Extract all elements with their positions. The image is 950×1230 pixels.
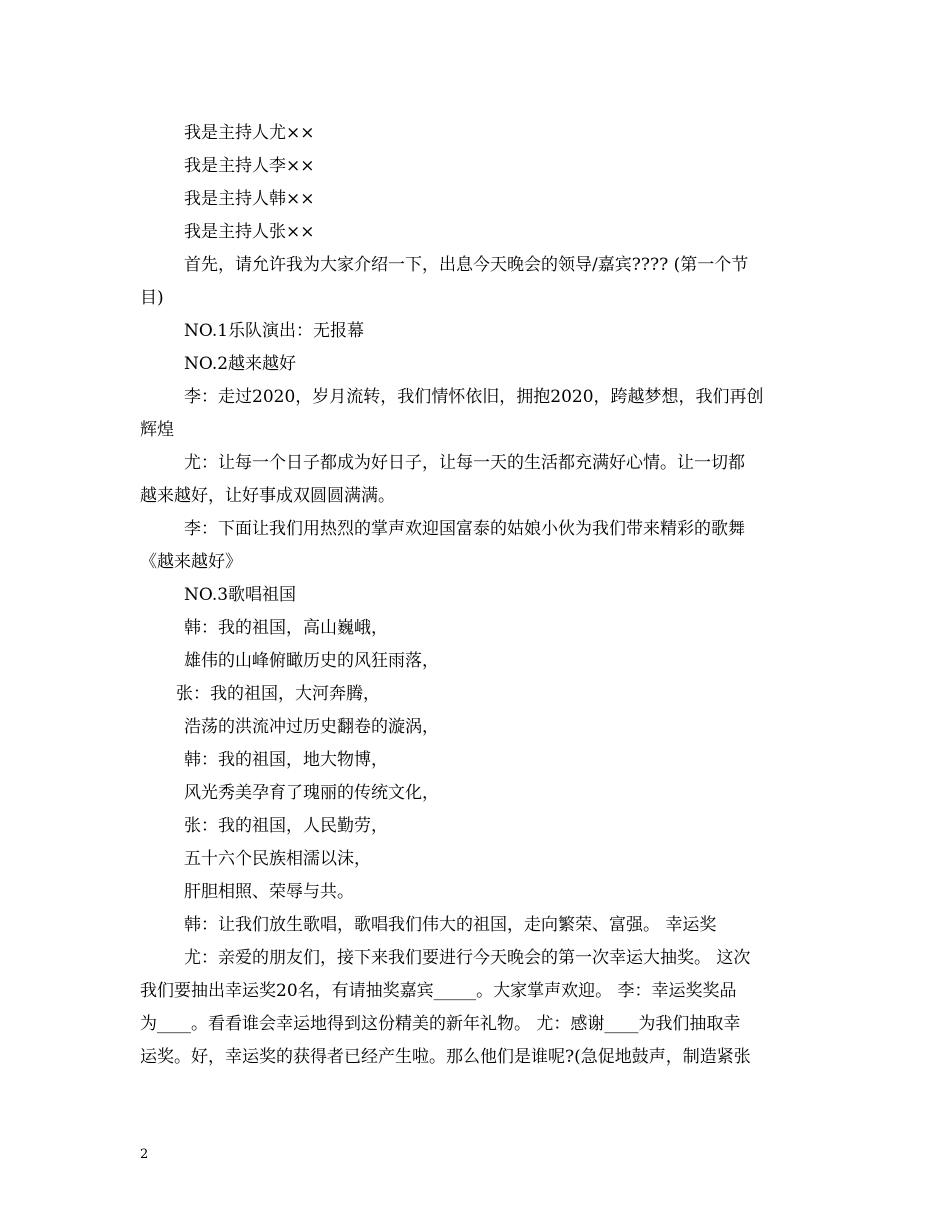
paragraph-line: 越来越好，让好事成双圆圆满满。 [140,486,395,506]
poem-line: 韩：我的祖国，高山巍峨， [184,618,388,638]
poem-line: 张：我的祖国，大河奔腾， [176,684,380,704]
paragraph-line: 尤：亲爱的朋友们，接下来我们要进行今天晚会的第一次幸运大抽奖。 这次 [184,948,751,968]
host-intro-line: 我是主持人尤×× [184,123,315,143]
paragraph-line: 李：走过2020，岁月流转，我们情怀依旧，拥抱2020，跨越梦想，我们再创 [184,387,764,407]
poem-line: 雄伟的山峰俯瞰历史的风狂雨落， [184,651,439,671]
poem-line: 浩荡的洪流冲过历史翻卷的漩涡， [184,717,439,737]
paragraph-line: 运奖。好，幸运奖的获得者已经产生啦。那么他们是谁呢?(急促地鼓声，制造紧张 [140,1047,751,1067]
poem-line: 肝胆相照、荣辱与共。 [184,882,354,902]
poem-line: 风光秀美孕育了瑰丽的传统文化， [184,783,439,803]
program-heading: NO.1乐队演出：无报幕 [184,321,365,341]
paragraph-line: 辉煌 [140,420,174,440]
host-intro-line: 我是主持人李×× [184,156,315,176]
page-number: 2 [140,1147,149,1162]
program-heading: NO.2越来越好 [184,354,297,374]
paragraph-line: 目) [140,288,164,308]
poem-line: 张：我的祖国，人民勤劳， [184,816,388,836]
host-intro-line: 我是主持人韩×× [184,189,315,209]
poem-line: 韩：我的祖国，地大物博， [184,750,388,770]
paragraph-line: 李：下面让我们用热烈的掌声欢迎国富泰的姑娘小伙为我们带来精彩的歌舞 [184,519,745,539]
program-heading: NO.3歌唱祖国 [184,585,297,605]
paragraph-line: 韩：让我们放生歌唱，歌唱我们伟大的祖国，走向繁荣、富强。 幸运奖 [184,915,717,935]
document-body [140,117,820,1074]
paragraph-line: 首先，请允许我为大家介绍一下，出息今天晚会的领导/嘉宾???? (第一个节 [184,255,749,275]
paragraph-line: 《越来越好》 [140,552,242,572]
host-intro-line: 我是主持人张×× [184,222,315,242]
paragraph-line: 为____。看看谁会幸运地得到这份精美的新年礼物。 尤：感谢____为我们抽取幸 [140,1014,741,1034]
poem-line: 五十六个民族相濡以沫， [184,849,371,869]
paragraph-line: 我们要抽出幸运奖20名，有请抽奖嘉宾_____。大家掌声欢迎。 李：幸运奖奖品 [140,981,737,1001]
paragraph-line: 尤：让每一个日子都成为好日子，让每一天的生活都充满好心情。让一切都 [184,453,745,473]
